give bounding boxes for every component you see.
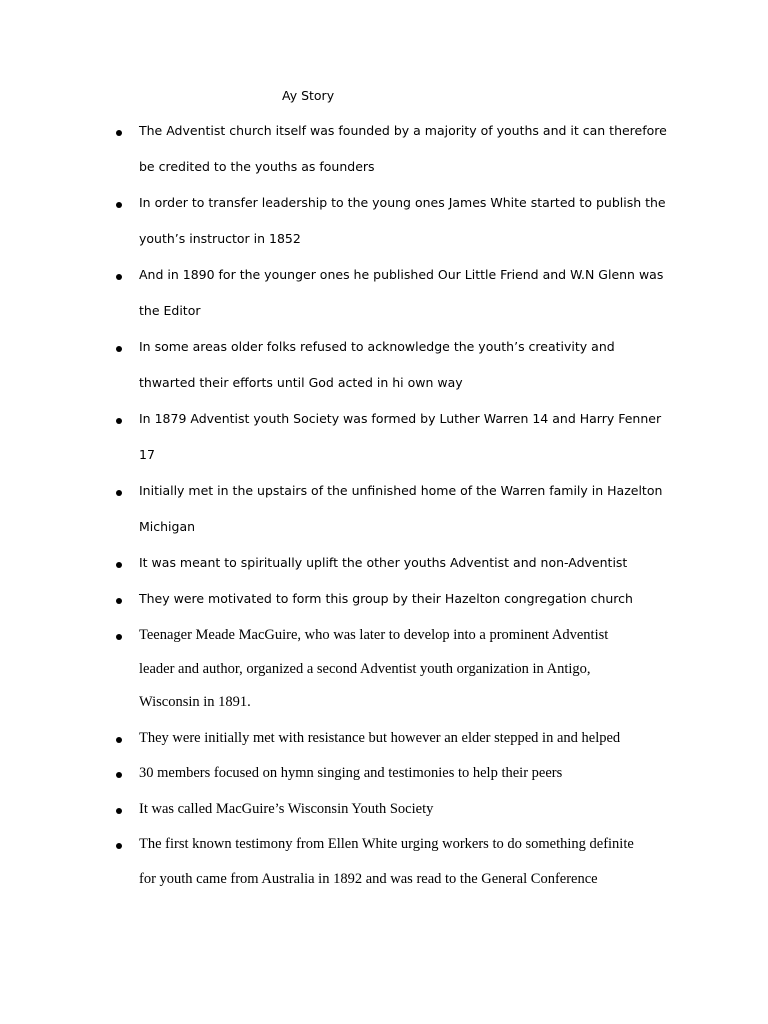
list-item-line: It was meant to spiritually uplift the other youths Adventist and non-Adventist bbox=[139, 555, 628, 570]
list-item-line: be credited to the youths as founders bbox=[139, 159, 375, 174]
bullet-dot-icon bbox=[116, 562, 122, 568]
list-item-line: Teenager Meade MacGuire, who was later to develop into a prominent Adventist bbox=[139, 627, 609, 643]
bullet-dot-icon bbox=[116, 808, 122, 814]
list-item-line: Initially met in the upstairs of the unfinished home of the Warren family in Hazelton bbox=[139, 483, 663, 498]
list-item-line: Michigan bbox=[139, 519, 196, 534]
list-item-line: In 1879 Adventist youth Society was formed by Luther Warren 14 and Harry Fenner bbox=[139, 411, 662, 426]
list-item-line: The Adventist church itself was founded by a majority of youths and it can therefore bbox=[139, 123, 667, 138]
list-item-line: Wisconsin in 1891. bbox=[139, 694, 251, 710]
list-item-line: They were initially met with resistance but however an elder stepped in and helped bbox=[139, 730, 621, 746]
list-item-line: thwarted their efforts until God acted in hi own way bbox=[139, 375, 463, 390]
bullet-dot-icon bbox=[116, 634, 122, 640]
list-item-line: youth’s instructor in 1852 bbox=[139, 231, 301, 246]
list-item-line: the Editor bbox=[139, 303, 201, 318]
list-item-line: They were motivated to form this group by their Hazelton congregation church bbox=[139, 591, 633, 606]
list-item-line: leader and author, organized a second Adventist youth organization in Antigo, bbox=[139, 661, 591, 677]
list-item-line: In order to transfer leadership to the young ones James White started to publish the bbox=[139, 195, 666, 210]
list-item-line: In some areas older folks refused to acknowledge the youth’s creativity and bbox=[139, 339, 615, 354]
bullet-dot-icon bbox=[116, 346, 122, 352]
list-item-line: The first known testimony from Ellen White urging workers to do something definite bbox=[139, 836, 634, 852]
bullet-dot-icon bbox=[116, 418, 122, 424]
list-item-line: And in 1890 for the younger ones he published Our Little Friend and W.N Glenn was bbox=[139, 267, 664, 282]
bullet-dot-icon bbox=[116, 130, 122, 136]
bullet-dot-icon bbox=[116, 490, 122, 496]
list-item-line: It was called MacGuire’s Wisconsin Youth Society bbox=[139, 801, 434, 817]
document-title: Ay Story bbox=[282, 88, 335, 103]
bullet-dot-icon bbox=[116, 737, 122, 743]
bullet-dot-icon bbox=[116, 202, 122, 208]
list-item-line: 17 bbox=[139, 447, 155, 462]
list-item-line: for youth came from Australia in 1892 and was read to the General Conference bbox=[139, 871, 598, 887]
list-item-line: 30 members focused on hymn singing and testimonies to help their peers bbox=[139, 765, 563, 781]
bullet-dot-icon bbox=[116, 274, 122, 280]
bullet-dot-icon bbox=[116, 843, 122, 849]
bullet-dot-icon bbox=[116, 772, 122, 778]
bullet-dot-icon bbox=[116, 598, 122, 604]
